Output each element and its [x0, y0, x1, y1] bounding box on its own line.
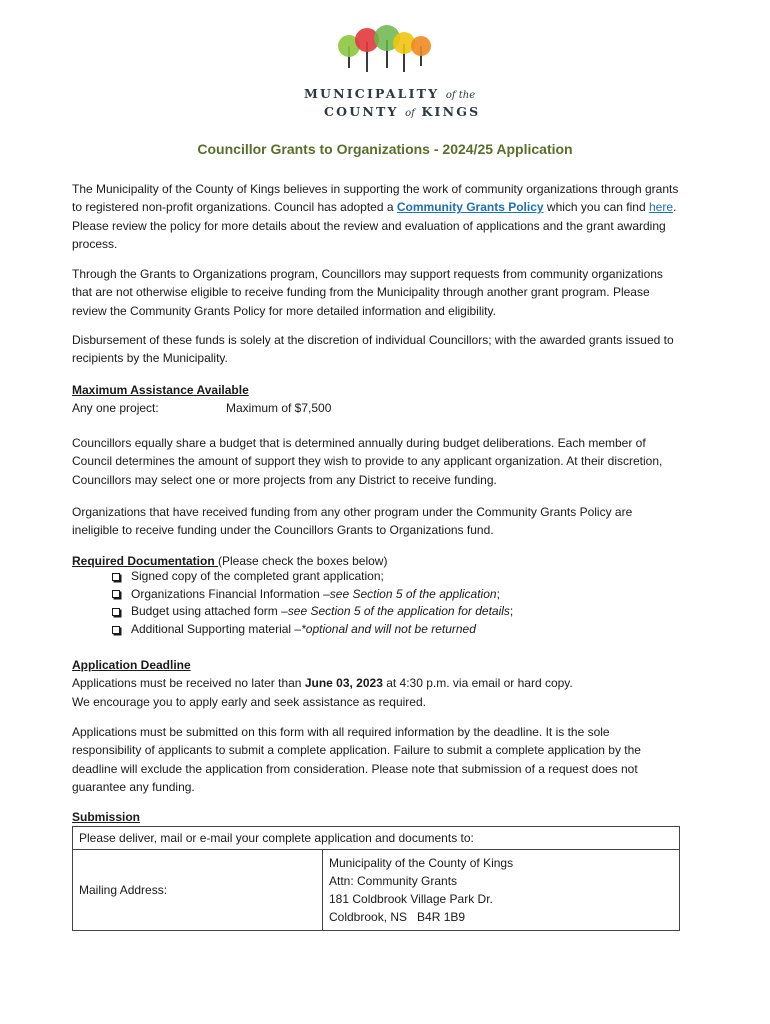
required-docs-heading: Required Documentation (Please check the boxes below): [72, 554, 388, 568]
logo-line-1: MUNICIPALITY of the: [304, 86, 476, 101]
deadline-line-2: We encourage you to apply early and seek assistance as required.: [72, 695, 426, 709]
address-line: Municipality of the County of Kings: [329, 856, 514, 870]
checklist-item: Additional Supporting material – *optional and will not be returned: [112, 621, 513, 639]
tree-logo-icon: [338, 22, 434, 74]
address-line: Coldbrook, NS B4R 1B9: [329, 910, 466, 924]
document-title: Councillor Grants to Organizations - 2024/25 Application: [197, 141, 573, 157]
checkbox[interactable]: [112, 608, 120, 616]
municipality-logo: [300, 22, 481, 122]
checkbox[interactable]: [112, 573, 120, 581]
mailing-address: [323, 850, 680, 931]
submission-instruction: Please deliver, mail or e-mail your complete application and documents to:: [73, 827, 680, 850]
here-link[interactable]: here: [648, 200, 674, 215]
address-line: Attn: Community Grants: [329, 874, 458, 888]
max-assistance-value: Maximum of $7,500: [226, 401, 332, 415]
program-paragraph: Through the Grants to Organizations program, Councillors may support requests from community organizations that are not otherwise eligible to receive funding from the Municipality through another grant program. Please review the Community Grants Policy for more detailed information and eligibility.: [72, 267, 663, 318]
logo-line-2: COUNTY of KINGS: [324, 104, 481, 119]
deadline-heading: Application Deadline: [72, 658, 191, 672]
max-assistance-row: [72, 399, 332, 417]
budget-paragraph: Councillors equally share a budget that is determined annually during budget deliberations. Each member of Council determines the amount of support they wish to provide to any applicant organization. At their discretion, Councillors may select one or more projects from any District to receive funding.: [72, 436, 663, 487]
mailing-address-label: Mailing Address:: [73, 850, 323, 931]
deadline-line-1: Applications must be received no later than June 03, 2023 at 4:30 p.m. via email or hard copy.: [72, 676, 573, 690]
checklist-item: Organizations Financial Information – see Section 5 of the application ;: [112, 586, 513, 604]
ineligibility-paragraph: Organizations that have received funding from any other program under the Community Grants Policy are ineligible to receive funding under the Councillors Grants to Organizations fund.: [72, 505, 633, 538]
intro-paragraph: The Municipality of the County of Kings believes in supporting the work of community organizations through grants to registered non-profit organizations. Council has adopted a Community Grants Policy which you can find here. Please review the policy for more details about the review and evaluation of applications and the grant awarding process.: [72, 182, 679, 251]
checklist-item: Signed copy of the completed grant application;: [112, 568, 513, 586]
max-assistance-label: Any one project:: [72, 401, 159, 415]
disbursement-paragraph: Disbursement of these funds is solely at the discretion of individual Councillors; with the awarded grants issued to recipients by the Municipality.: [72, 333, 674, 366]
community-grants-policy-link[interactable]: Community Grants Policy: [396, 200, 544, 215]
deadline-date: June 03, 2023: [304, 676, 383, 690]
submission-table: [72, 826, 680, 931]
submission-rules-paragraph: Applications must be submitted on this form with all required information by the deadline. It is the sole responsibility of applicants to submit a complete application. Failure to submit a complete application by the deadline will exclude the application from consideration. Please note that submission of a request does not guarantee any funding.: [72, 725, 641, 794]
submission-heading: Submission: [72, 810, 141, 824]
address-line: 181 Coldbrook Village Park Dr.: [329, 892, 493, 906]
checkbox[interactable]: [112, 626, 120, 634]
checkbox[interactable]: [112, 590, 120, 598]
checklist-item: Budget using attached form – see Section 5 of the application for details ;: [112, 603, 513, 621]
required-docs-checklist: [112, 568, 513, 638]
max-assistance-heading: Maximum Assistance Available: [72, 383, 249, 397]
